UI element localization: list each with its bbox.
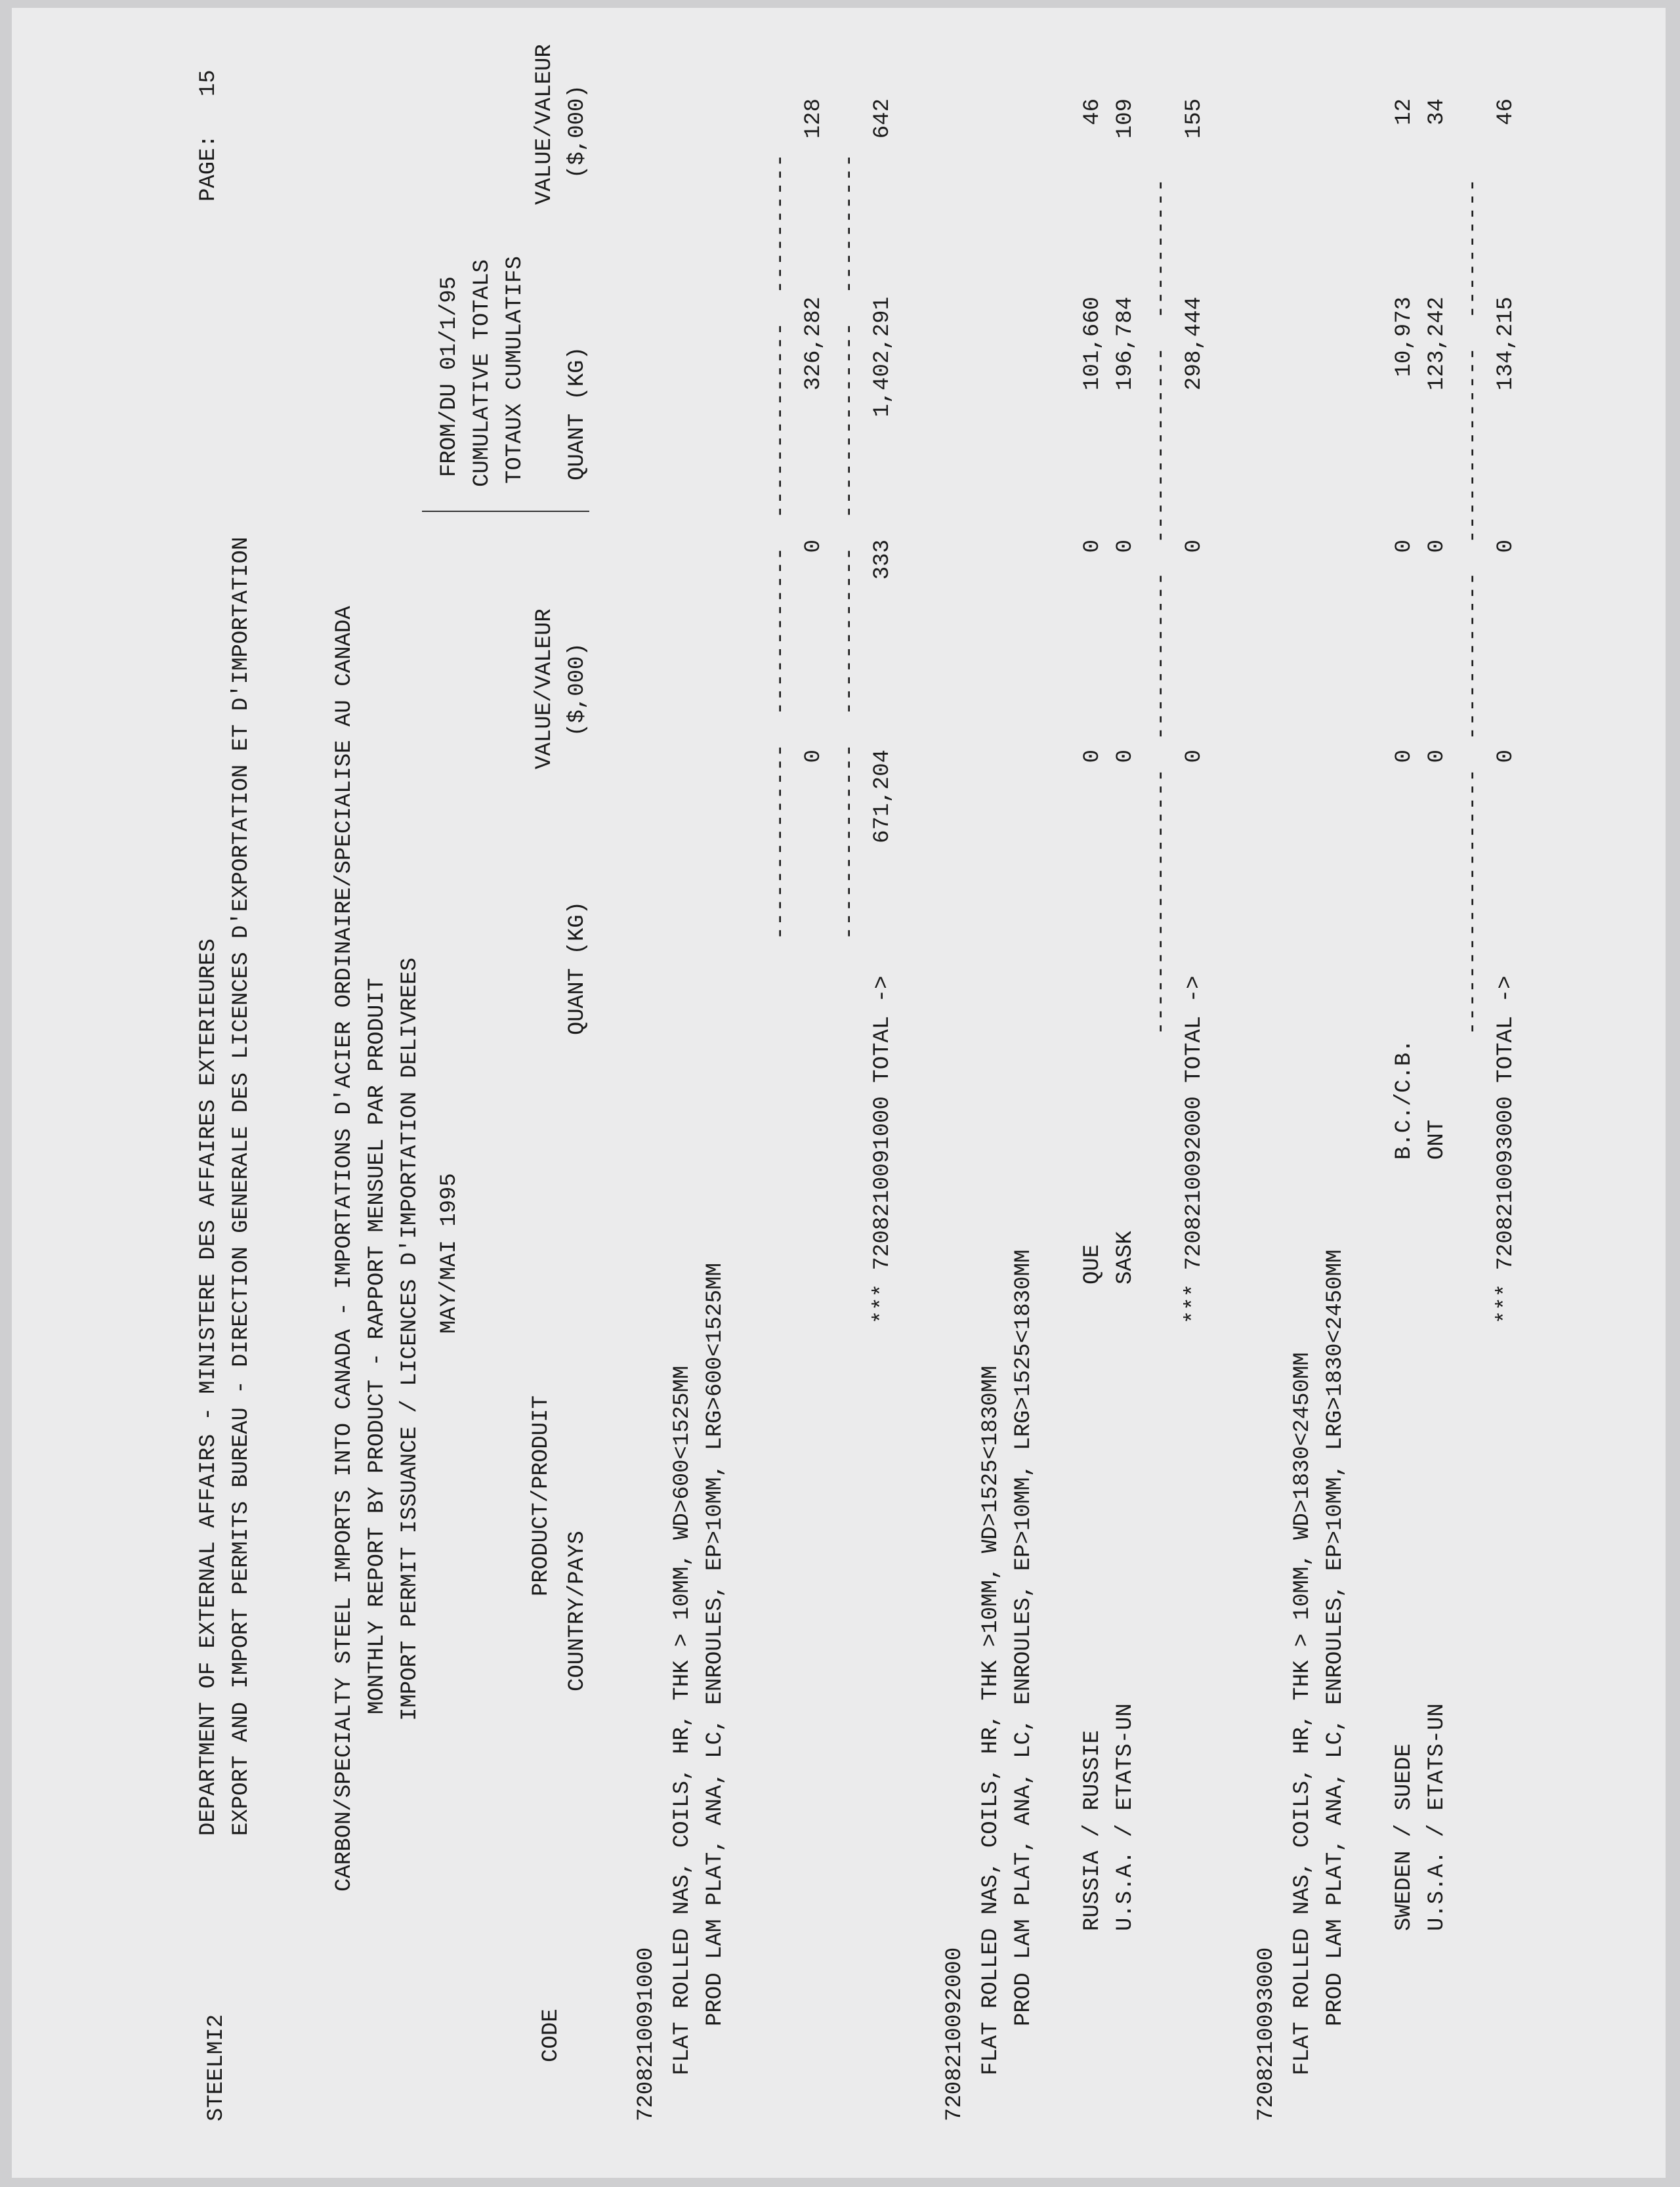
product-description-en: FLAT ROLLED NAS, COILS, HR, THK >10MM, WD>1525<1830MM xyxy=(978,1365,1003,2075)
separator-line: ------------------- ------------ -------------- ---------- xyxy=(1461,178,1486,1035)
country-name: SWEDEN / SUEDE xyxy=(1392,1743,1417,1931)
product-description-fr: PROD LAM PLAT, ANA, LC, ENROULES, EP>10MM, LRG>1525<1830MM xyxy=(1011,1249,1036,2026)
cumulative-totals-fr: TOTAUX CUMULATIFS xyxy=(503,256,528,484)
subtotal-cum-value: 128 xyxy=(801,98,826,139)
column-separator xyxy=(422,511,589,512)
province-name: SASK xyxy=(1113,1231,1138,1285)
page-number: 15 xyxy=(196,70,221,96)
product-description-fr: PROD LAM PLAT, ANA, LC, ENROULES, EP>10MM, LRG>1830<2450MM xyxy=(1323,1249,1348,2026)
row-cum-value: 109 xyxy=(1113,98,1138,139)
subtotal-quant: 0 xyxy=(801,750,826,763)
country-name: U.S.A. / ETATS-UN xyxy=(1425,1703,1450,1931)
section-total-label: *** 7208210091000 TOTAL -> xyxy=(870,975,895,1324)
row-quant: 0 xyxy=(1113,750,1138,763)
report-period: MAY/MAI 1995 xyxy=(437,1173,462,1334)
row-cum-value: 12 xyxy=(1392,98,1417,125)
column-header-value: VALUE/VALEUR xyxy=(532,608,557,769)
section-total-quant: 0 xyxy=(1494,750,1519,763)
section-total-value: 333 xyxy=(870,540,895,580)
product-description-fr: PROD LAM PLAT, ANA, LC, ENROULES, EP>10MM, LRG>600<1525MM xyxy=(703,1263,728,2026)
row-cum-quant: 101,660 xyxy=(1080,297,1105,391)
country-name: U.S.A. / ETATS-UN xyxy=(1113,1703,1138,1931)
row-cum-quant: 10,973 xyxy=(1392,297,1417,377)
section-total-cum-value: 155 xyxy=(1182,98,1207,139)
country-name: RUSSIA / RUSSIE xyxy=(1080,1730,1105,1931)
row-cum-quant: 123,242 xyxy=(1425,297,1450,391)
section-total-cum-quant: 1,402,291 xyxy=(870,297,895,417)
section-total-cum-value: 46 xyxy=(1494,98,1519,125)
subtotal-value: 0 xyxy=(801,540,826,553)
column-header-cum-quant: QUANT (KG) xyxy=(565,346,590,480)
page-label: PAGE: xyxy=(196,134,221,202)
section-total-cum-quant: 134,215 xyxy=(1494,297,1519,391)
column-header-product: PRODUCT/PRODUIT xyxy=(529,1395,554,1596)
column-header-code: CODE xyxy=(539,2008,564,2062)
row-value: 0 xyxy=(1080,540,1105,553)
row-quant: 0 xyxy=(1392,750,1417,763)
column-header-value-unit: ($,000) xyxy=(565,643,590,736)
separator-line: -------------- ------------ -------------- ---------- xyxy=(837,153,862,940)
department-line-2: EXPORT AND IMPORT PERMITS BUREAU - DIRECTION GENERALE DES LICENCES D'EXPORTATION ET D'IMPORTATION xyxy=(229,536,254,1836)
cumulative-totals-en: CUMULATIVE TOTALS xyxy=(470,259,495,487)
province-name: B.C./C.B. xyxy=(1392,1039,1417,1160)
product-description-en: FLAT ROLLED NAS, COILS, HR, THK > 10MM, WD>1830<2450MM xyxy=(1290,1352,1315,2075)
report-id: STEELMI2 xyxy=(204,2014,229,2121)
section-total-value: 0 xyxy=(1494,540,1519,553)
province-name: QUE xyxy=(1080,1244,1105,1285)
product-description-en: FLAT ROLLED NAS, COILS, HR, THK > 10MM, WD>600<1525MM xyxy=(670,1365,695,2075)
row-quant: 0 xyxy=(1425,750,1450,763)
product-code: 7208210093000 xyxy=(1254,1947,1279,2121)
section-total-quant: 671,204 xyxy=(870,750,895,843)
row-value: 0 xyxy=(1392,540,1417,553)
column-header-quant: QUANT (KG) xyxy=(565,901,590,1035)
section-total-quant: 0 xyxy=(1182,750,1207,763)
section-total-value: 0 xyxy=(1182,540,1207,553)
section-total-label: *** 7208210093000 TOTAL -> xyxy=(1494,975,1519,1324)
separator-line: ------------------- ------------ -------------- ---------- xyxy=(1149,178,1174,1035)
row-quant: 0 xyxy=(1080,750,1105,763)
separator-line: -------------- ------------ -------------- ---------- xyxy=(768,153,793,940)
report-title-line-3: IMPORT PERMIT ISSUANCE / LICENCES D'IMPORTATION DELIVREES xyxy=(398,958,423,1721)
department-line-1: DEPARTMENT OF EXTERNAL AFFAIRS - MINISTERE DES AFFAIRES EXTERIEURES xyxy=(196,938,221,1836)
column-header-cum-value: VALUE/VALEUR xyxy=(532,44,557,205)
column-header-cum-value-unit: ($,000) xyxy=(565,85,590,179)
document-page xyxy=(12,8,1666,2178)
section-total-label: *** 7208210092000 TOTAL -> xyxy=(1182,975,1207,1324)
section-total-cum-value: 642 xyxy=(870,98,895,139)
report-title-line-1: CARBON/SPECIALTY STEEL IMPORTS INTO CANADA - IMPORTATIONS D'ACIER ORDINAIRE/SPECIALISE AU CANADA xyxy=(332,606,357,1892)
row-cum-value: 34 xyxy=(1425,98,1450,125)
row-value: 0 xyxy=(1113,540,1138,553)
section-total-cum-quant: 298,444 xyxy=(1182,297,1207,391)
subtotal-cum-quant: 326,282 xyxy=(801,297,826,391)
province-name: ONT xyxy=(1425,1119,1450,1160)
product-code: 7208210091000 xyxy=(634,1947,659,2121)
row-cum-quant: 196,784 xyxy=(1113,297,1138,391)
rotated-report xyxy=(38,14,1613,2174)
report-title-line-2: MONTHLY REPORT BY PRODUCT - RAPPORT MENSUEL PAR PRODUIT xyxy=(365,977,390,1714)
row-value: 0 xyxy=(1425,540,1450,553)
column-header-country: COUNTRY/PAYS xyxy=(565,1531,590,1691)
row-cum-value: 46 xyxy=(1080,98,1105,125)
product-code: 7208210092000 xyxy=(942,1947,967,2121)
cumulative-from-date: FROM/DU 01/1/95 xyxy=(437,276,462,477)
